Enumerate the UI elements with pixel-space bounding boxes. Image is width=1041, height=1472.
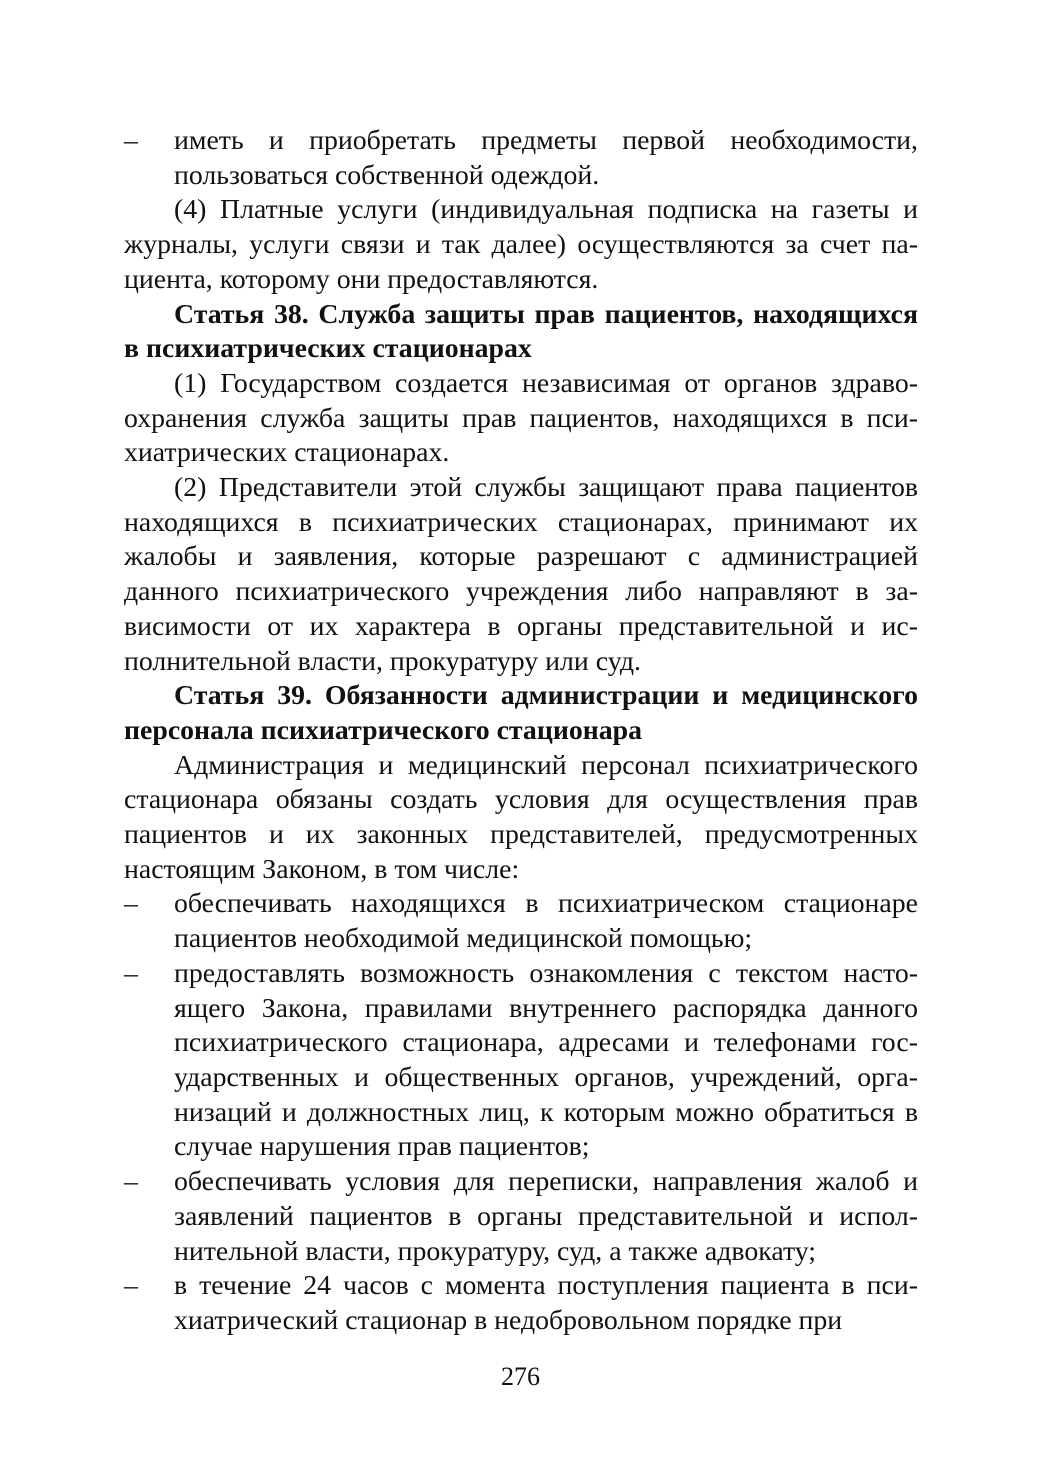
paragraph: (4) Платные услуги (индивидуальная подписка на газеты и журналы, услуги связи и так далее) осуществляются за счет пациента, которому они предоставляются. xyxy=(124,194,918,295)
article-heading: Статья 38. Служба защиты прав пациентов, находящихся в психиатрических стационарах xyxy=(124,298,918,365)
list-item-text: предоставлять возможность ознакомления с текстом настоящего Закона, правилами внутреннего распорядка данного психиатрического стационара, адресами и телефонами государственных и общественных органов, учреждений, организаций и должностных лиц, к которым можно обратиться в случае нарушения прав пациентов; xyxy=(174,957,918,1163)
list-item xyxy=(124,124,918,193)
list-item-text: иметь и приобретать предметы первой необходимости, пользоваться собственной одеждой. xyxy=(174,125,918,191)
list-dash: – xyxy=(124,1270,138,1302)
paragraph: Администрация и медицинский персонал психиатрического стационара обязаны создать условия для осуществления прав пациентов и их законных представителей, предусмотренных настоящим Законом, в том числе: xyxy=(124,749,918,885)
article-heading: Статья 39. Обязанности администрации и медицинского персонала психиатрического стационара xyxy=(124,680,918,746)
list-dash: – xyxy=(124,957,138,989)
paragraph: (1) Государством создается независимая от органов здравоохранения служба защиты прав пациентов, находящихся в психиатрических стационарах. xyxy=(124,367,918,469)
list-item-text: обеспечивать находящихся в психиатрическом стационаре пациентов необходимой медицинской помощью; xyxy=(174,888,918,955)
paragraph: (2) Представители этой службы защищают права пациентов находящихся в психиатрических стационарах, принимают их жалобы и заявления, которые разрешают с администрацией данного психиатрического учреждения либо направляют в зависимости от их характера в органы представительной и исполнительной власти, прокуратуру или суд. xyxy=(124,472,918,677)
list-item xyxy=(124,887,918,956)
list-item xyxy=(124,1269,918,1338)
list-item xyxy=(124,957,918,1165)
list-dash: – xyxy=(124,125,138,156)
list-item-text: в течение 24 часов с момента поступления пациента в психиатрический стационар в недобровольном порядке при xyxy=(174,1270,918,1336)
list-dash: – xyxy=(124,1166,138,1198)
list-item-text: обеспечивать условия для переписки, направления жалоб и заявлений пациентов в органы представительной и исполнительной власти, прокуратуру, суд, а также адвокату; xyxy=(174,1166,918,1267)
list-item xyxy=(124,1165,918,1269)
page-body xyxy=(124,124,918,1339)
list-dash: – xyxy=(124,888,138,920)
page-number: 276 xyxy=(501,1362,540,1391)
